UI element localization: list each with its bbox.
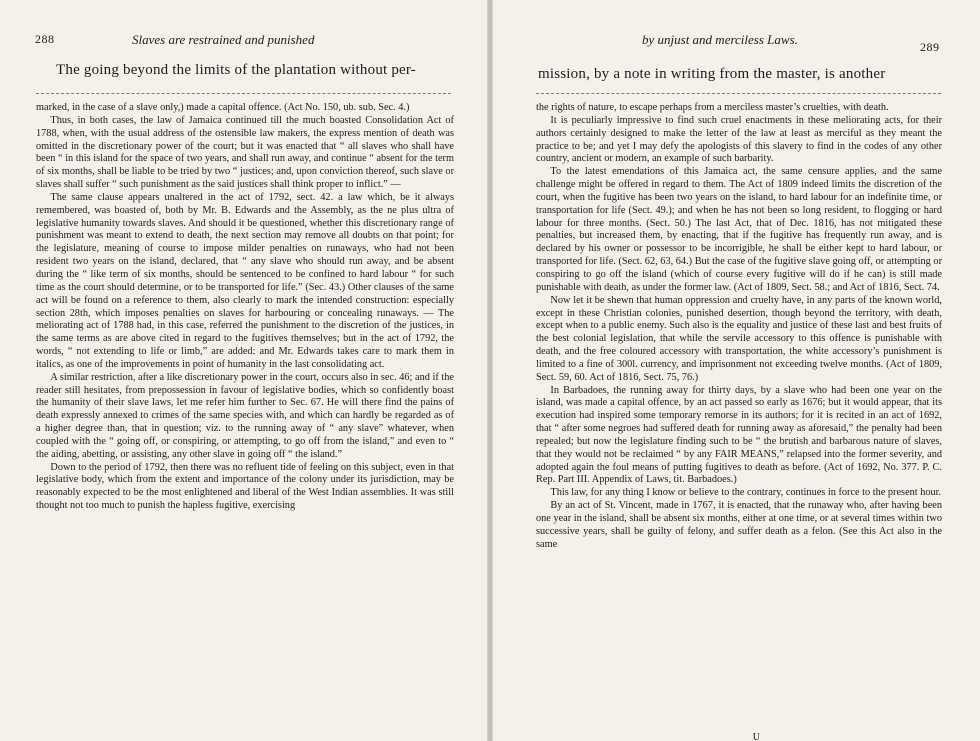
paragraph: It is peculiarly impressive to find such cruel enactments in these meliorating acts, for their authors certainly designed to make the letter of the law at least as merciful as they meant the practice to be; and yet I may defy the apologists of this slavery to find in the codes of any other country, ancient or modern, an example of such barbarity. xyxy=(536,114,942,165)
left-body-text xyxy=(36,102,454,513)
paragraph: Now let it be shewn that human oppression and cruelty have, in any parts of the known world, except in these Christian colonies, punished desertion, though beyond the territory, with death, except when to a public enemy. Such also is the equality and justice of these last and best fruits of the best colonial legislation, that while the servile accessory to this offence is punishable with death, and the free coloured accessory with transportation, the white accessory’s punishment is limited to a fine of 300l. currency, and imprisonment not exceeding twelve months. (Act of 1809, Sect. 59, 60. Act of 1816, Sect. 75, 76.) xyxy=(536,294,942,383)
paragraph: By an act of St. Vincent, made in 1767, it is enacted, that the runaway who, after having been one year in the island, shall be absent six months, either at one time, or at several times within two successive years, shall be guilty of felony, and suffer death as a felon. (See this Act also in the same xyxy=(536,500,942,550)
paragraph: This law, for any thing I know or believe to the contrary, continues in force to the present hour. xyxy=(550,487,942,499)
right-running-head: by unjust and merciless Laws. xyxy=(642,32,798,47)
left-page-number: 288 xyxy=(35,32,55,46)
paragraph: To the latest emendations of this Jamaica act, the same censure applies, and the same challenge might be offered in regard to them. The Act of 1809 indeed limits the discretion of the court, when the fugitive has been two years on the island, to hard labour for an indefinite time, or transportation for life (Sect. 49.); and when he has not been so long resident, to flogging or hard labour for three months. (Sect. 50.) The last Act, that of Dec. 1816, has not mitigated these penalties, but increased them, by enacting, that if the fugitive has frequently run away, and is declared by his owner or possessor to be incorrigible, he shall be either kept to hard labour, or transported for life. (Sect. 62, 63, 64.) But the case of the fugitive slave going off, or attempting or conspiring to go off the island (which of course every fugitive will do if he can) is still made punishable with death, as under the former law. (Act of 1809, Sect. 58.; and Act of 1816, Sect. 74. xyxy=(536,166,942,293)
paragraph: Down to the period of 1792, then there was no refluent tide of feeling on this subject, even in that legislative body, which from the extent and importance of the colony under its jurisdiction, may be reasonably expected to be the most enlightened and liberal of the West Indian assemblies. It was still thought not too much to punish the hapless fugitive, exercising xyxy=(36,461,454,512)
paragraph: Thus, in both cases, the law of Jamaica continued till the much boasted Consolidation Act of 1788, when, with the usual address of the ostensible law makers, the express mention of death was omitted in the discretionary power of the court; but it was enacted that “ all slaves who shall have been “ in this island for the space of two years, and shall run away, and continue “ absent for the term of six months, shall be liable to be tried by two “ justices; and, upon conviction thereof, such slave or slaves shall suffer “ such punishment as the said justices shall think proper to inflict.” — xyxy=(36,114,454,191)
paragraph: A similar restriction, after a like discretionary power in the court, occurs also in sec. 46; and if the reader still hesitates, from prepossession in favour of legislative bodies, which so confidently boast the humanity of their slave laws, let me refer him further to Sec. 67. He will there find the pains of death expressly annexed to crimes of the same species with, and which can hardly be regarded as of a higher degree than, that in question; viz. to the running away of “ any slave” whatever, when coupled with the “ going off, or conspiring, or attempting, to go off from the island,” and even to “ the aiding, abetting, or assisting, any other slave in going off “ the island.” xyxy=(36,371,454,460)
paragraph: In Barbadoes, the running away for thirty days, by a slave who had been one year on the island, was made a capital offence, by an act passed so early as 1676; but it would appear, that its execution had inspired some temporary remorse in its authors; for it is recited in an act of 1692, that “ after some negroes had suffered death for running away as aforesaid,” the penalty had been repealed; but now the legislature finding such to be “ the brutish and barbarous nature of slaves, that they would not be reclaimed “ by any FAIR MEANS,” relapsed into the former severity, and adopted again the foul means of putting fugitives to death as before. (Act of 1692, No. 377. P. C. Rep. Part III. Appendix of Laws, tit. Barbadoes.) xyxy=(536,384,942,486)
paragraph: the rights of nature, to escape perhaps from a merciless master’s cruelties, with death. xyxy=(536,102,889,113)
left-running-head: Slaves are restrained and punished xyxy=(132,32,315,47)
signature-mark: U xyxy=(752,732,760,741)
right-page xyxy=(490,0,980,741)
paragraph: marked, in the case of a slave only,) made a capital offence. (Act No. 150, ub. sub. Sec. 4.) xyxy=(36,102,410,113)
paragraph: The same clause appears unaltered in the act of 1792, sect. 42. a law which, be it always remembered, was boasted of, both by Mr. B. Edwards and the Assembly, as the ne plus ultra of legislative humanity towards slaves. And should it be questioned, whether this discretionary range of punishment was meant to extend to death, the next section may remove all doubts on that point; for the legislature, meaning of course to impose milder penalties on runaways, who had not been resident two years on the island, declared, that “ any slave who should run away, and be absent during the “ like term of six months, should be sentenced to be confined to hard labour “ for such time as the court should determine, or to be transported for life.” (Sec. 43.) Other clauses of the same act will be found on a reference to them, also clearly to mark the intended construction: especially section 28th, which imposes penalties on slaves for harbouring or concealing runaways. — The meliorating act of 1788 had, in this case, referred the punishment to the discretion of the justices, in the same terms as are above cited in regard to the fugitives themselves; but in the act of 1792, the words, “ not extending to life or limb,” are added: and Mr. Edwards takes care to mark them in italics, as one of the improvements in point of humanity in the last consolidating act. xyxy=(36,191,454,370)
right-first-line: mission, by a note in writing from the master, is another xyxy=(538,66,886,82)
left-first-line: The going beyond the limits of the plantation without per- xyxy=(56,62,416,78)
right-divider xyxy=(536,93,941,94)
left-divider xyxy=(36,93,451,94)
right-body-text xyxy=(536,102,942,552)
right-page-number: 289 xyxy=(920,40,940,54)
